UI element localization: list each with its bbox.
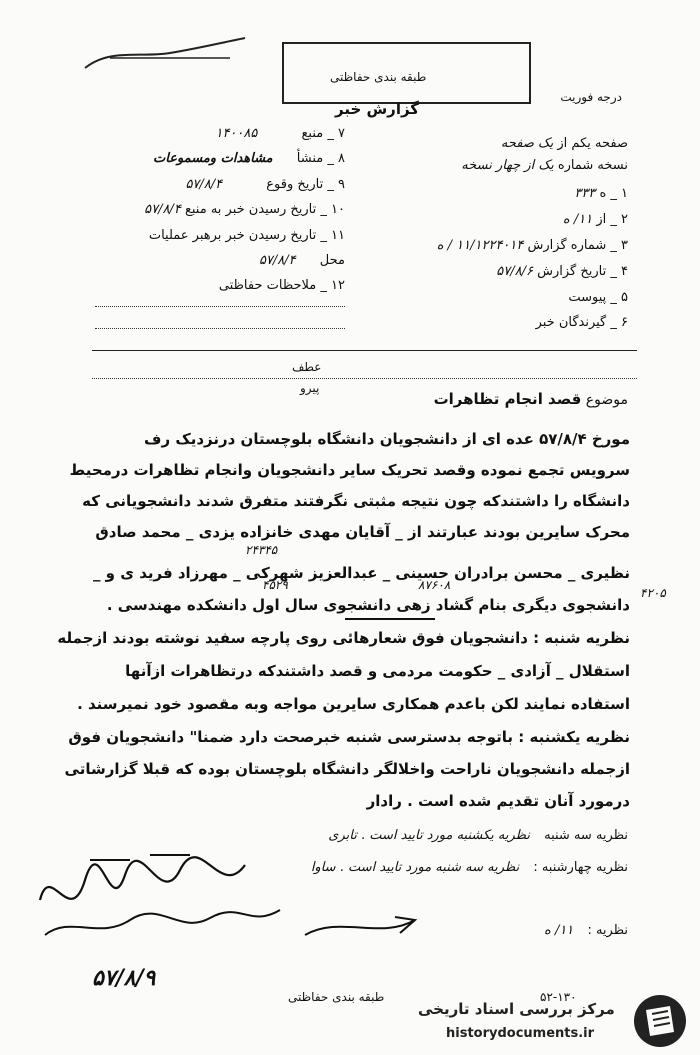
divider <box>95 306 345 307</box>
field-2: ۲ _ از ۱۱/ ه <box>562 212 628 227</box>
name-underline <box>345 618 435 620</box>
source-receipt-date-field: ۱۰ _ تاریخ رسیدن خبر به منبع ۵۷/۸/۴ <box>144 202 345 217</box>
body-line: دانشجوی دیگری بنام گشاد زهی دانشجوی سال اول دانشکده مهندسی . <box>106 596 630 614</box>
divider <box>92 378 637 379</box>
footer-code: ۵۲-۱۳۰ <box>540 990 577 1004</box>
body-line: سرویس تجمع نموده وقصد تحریک سایر دانشجویان وانجام تظاهرات درمحیط <box>69 461 630 479</box>
atf-label: عطف <box>292 360 322 374</box>
body-line: مورخ ۵۷/۸/۴ عده ای از دانشجویان دانشگاه بلوچستان درنزدیک رف <box>144 430 630 448</box>
arrow-scribble <box>300 905 420 945</box>
divider <box>95 328 345 329</box>
body-line: نظریه شنبه : دانشجویان فوق شعارهائی روی پارچه سفید نوشته بودند ازجمله <box>57 629 630 647</box>
body-line: محرک سایرین بودند عبارتند از _ آقایان مهدی خانزاده یزدی _ محمد صادق <box>95 523 630 541</box>
handwritten-number: ۴۵۲۹ <box>262 578 288 592</box>
recipients-field: ۶ _ گیرندگان خبر <box>535 315 628 330</box>
location-field: محل ۵۷/۸/۴ <box>258 253 345 268</box>
handwritten-number: ۲۴۳۴۵ <box>245 543 278 557</box>
body-line: استقلال _ آزادی _ حکومت مردمی و قصد داشتندکه درتظاهرات ازآنها <box>125 662 630 680</box>
handwritten-signatures <box>30 840 290 960</box>
body-line: درمورد آنان تقدیم شده است . رادار <box>366 792 630 810</box>
security-notes-field: ۱۲ _ ملاحظات حفاظتی <box>218 278 345 293</box>
report-date-field: ۴ _ تاریخ گزارش ۵۷/۸/۶ <box>496 264 628 279</box>
watermark-url: historydocuments.ir <box>446 1026 595 1041</box>
operations-receipt-date-field: ۱۱ _ تاریخ رسیدن خبر برهبر عملیات <box>148 228 345 243</box>
field-1: ۱ _ ه ۳۳۳ <box>574 186 628 201</box>
opinion-tuesday: نظریه سه شنبه نظریه یکشنبه مورد تایید است . تابری <box>328 828 628 843</box>
separator-line <box>92 350 637 351</box>
attachment-field: ۵ _ پیوست <box>568 290 628 305</box>
source-field: ۷ _ منبع ۱۴۰۰۸۵ <box>215 126 345 141</box>
watermark-title: مرکز بررسی اسناد تاریخی <box>418 1000 615 1018</box>
page-count-field: صفحه یکم از یک صفحه <box>500 136 628 151</box>
occurrence-date-field: ۹ _ تاریخ وقوع ۵۷/۸/۴ <box>185 177 345 192</box>
signature-scribble <box>80 28 250 78</box>
origin-field: ۸ _ منشأ مشاهدات ومسموعات <box>153 151 345 166</box>
body-line: استفاده نمایند لکن باعدم همکاری سایرین مواجه وبه مقصود خود نمیرسند . <box>77 695 630 713</box>
report-number-field: ۳ _ شماره گزارش ۱۱/۱۲۲۴۰۱۴ / ه <box>436 238 628 253</box>
handwritten-date: ۵۷/۸/۹ <box>92 965 156 991</box>
opinion-final: نظریه : ۱۱/ ه <box>544 923 628 938</box>
footer-classification: طبقه بندی حفاظتی <box>288 990 385 1004</box>
body-line: نظریه یکشنبه : باتوجه بدسترسی شنبه خبرصحت دارد ضمنا" دانشجویان فوق <box>68 728 630 746</box>
classification-stamp-text: طبقه بندی حفاظتی <box>330 70 427 84</box>
copy-number-field: نسخه شماره یک از چهار نسخه <box>461 158 628 173</box>
body-line: نظیری _ محسن برادران حسینی _ عبدالعزیز شهرکی _ مهرزاد فرید ی و _ <box>92 564 630 582</box>
opinion-wednesday: نظریه چهارشنبه : نظریه سه شنبه مورد تایید است . ساوا <box>310 860 628 875</box>
archive-logo-icon <box>630 992 690 1050</box>
body-line: ازجمله دانشجویان ناراحت واخلالگر دانشگاه بلوچستان بوده که قبلا گزارشاتی <box>64 760 630 778</box>
peyro-label: پیرو <box>300 381 320 395</box>
handwritten-number: ۸۷۶۰۸ <box>418 578 451 592</box>
handwritten-number: ۴۲۰۵ <box>640 586 666 600</box>
body-line: دانشگاه را داشتندکه چون نتیجه مثبتی نگرفتند متفرق شدند دانشجویانی که <box>82 492 630 510</box>
urgency-label: درجه فوریت <box>560 90 622 104</box>
report-title: گزارش خبر <box>335 100 420 118</box>
subject-line: موضوع قصد انجام تظاهرات <box>433 390 628 408</box>
